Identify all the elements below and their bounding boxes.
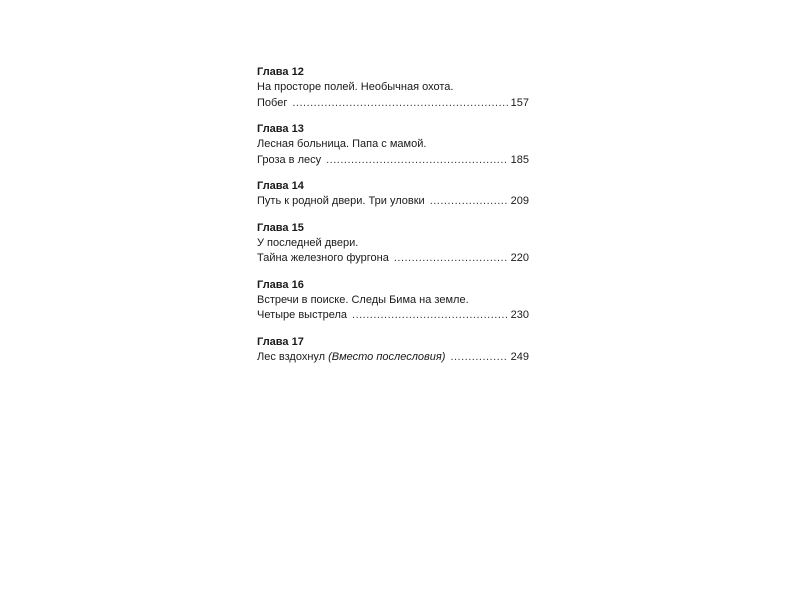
toc-chapter-13 bbox=[257, 122, 529, 168]
chapter-heading: Глава 17 bbox=[257, 335, 304, 348]
chapter-heading: Глава 13 bbox=[257, 123, 304, 135]
toc-entry[interactable] bbox=[257, 308, 529, 324]
entry-title: Тайна железного фургона bbox=[257, 252, 389, 264]
chapter-heading: Глава 15 bbox=[257, 221, 304, 234]
chapter-heading: Глава 12 bbox=[257, 66, 304, 78]
page-number: 220 bbox=[510, 252, 529, 264]
dot-leader bbox=[292, 96, 507, 112]
dot-leader bbox=[450, 350, 507, 366]
page-number: 249 bbox=[510, 350, 529, 363]
table-of-contents bbox=[257, 65, 529, 376]
chapter-title-line: Встречи в поиске. Следы Бима на земле. bbox=[257, 293, 469, 306]
dot-leader bbox=[394, 251, 508, 267]
toc-entry[interactable] bbox=[257, 350, 529, 366]
toc-chapter-14 bbox=[257, 179, 529, 210]
chapter-title-line: На просторе полей. Необычная охота. bbox=[257, 81, 454, 93]
toc-entry[interactable] bbox=[257, 96, 529, 112]
page-number: 230 bbox=[510, 309, 529, 321]
toc-entry[interactable] bbox=[257, 251, 529, 267]
dot-leader bbox=[430, 194, 508, 210]
entry-title: Гроза в лесу bbox=[257, 153, 322, 166]
entry-title: Четыре выстрела bbox=[257, 309, 348, 321]
toc-entry[interactable] bbox=[257, 194, 529, 210]
entry-subtitle: (Вместо послесловия) bbox=[328, 350, 446, 363]
toc-chapter-16 bbox=[257, 278, 529, 324]
chapter-title-line: У последней двери. bbox=[257, 236, 359, 249]
chapter-title-line: Лесная больница. Папа с мамой. bbox=[257, 138, 427, 150]
page-number: 209 bbox=[510, 195, 529, 207]
page-number: 157 bbox=[510, 96, 529, 109]
entry-title: Путь к родной двери. Три уловки bbox=[257, 195, 425, 207]
toc-entry[interactable] bbox=[257, 153, 529, 169]
entry-title: Побег bbox=[257, 96, 288, 109]
chapter-heading: Глава 16 bbox=[257, 278, 304, 291]
toc-chapter-12 bbox=[257, 65, 529, 111]
dot-leader bbox=[352, 308, 508, 324]
chapter-heading: Глава 14 bbox=[257, 180, 304, 192]
toc-chapter-17 bbox=[257, 335, 529, 366]
page-number: 185 bbox=[510, 153, 529, 166]
entry-title: Лес вздохнул bbox=[257, 350, 326, 363]
dot-leader bbox=[326, 153, 508, 169]
toc-chapter-15 bbox=[257, 221, 529, 267]
